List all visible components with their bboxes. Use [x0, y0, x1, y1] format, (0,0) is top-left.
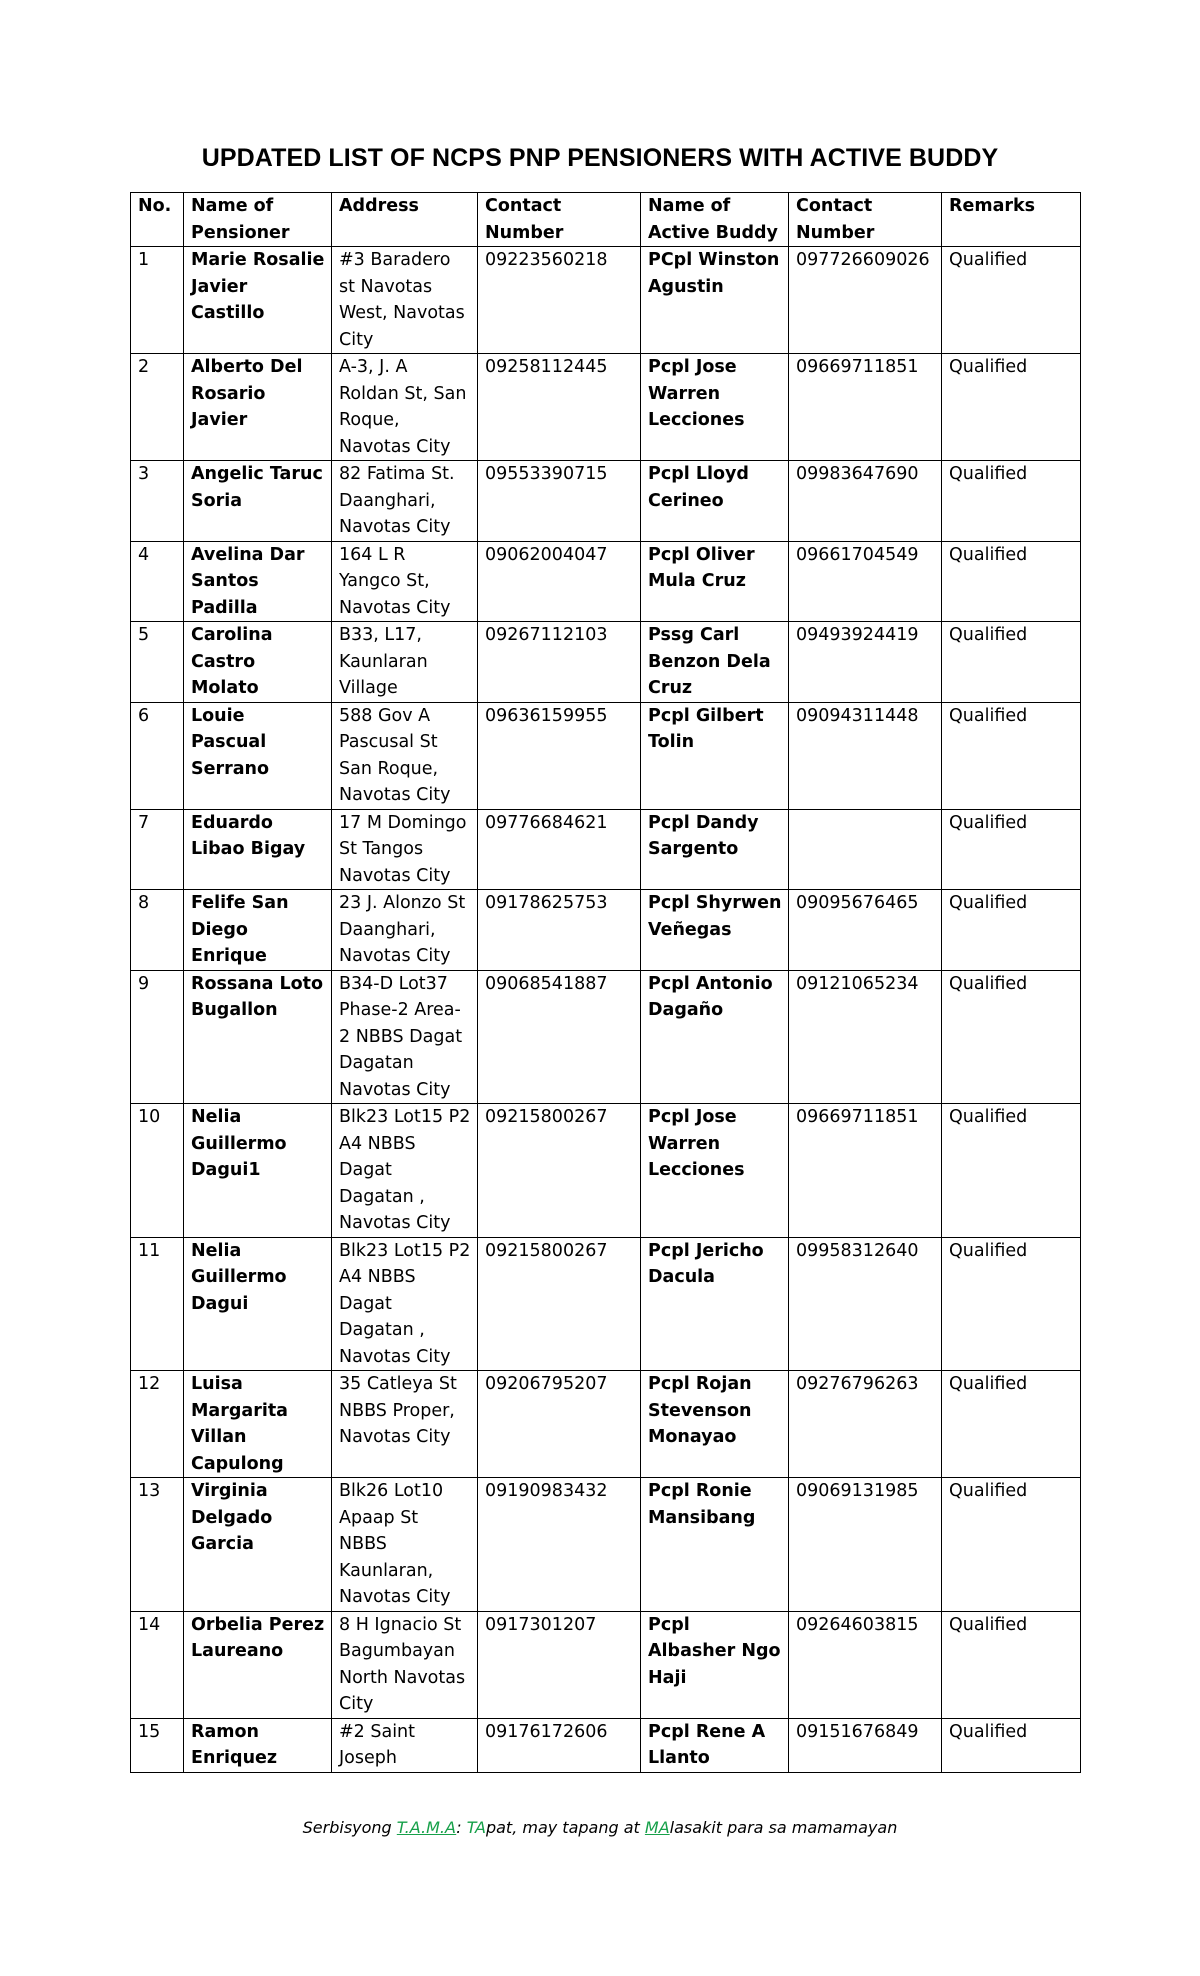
cell-no: 1	[131, 247, 184, 354]
cell-buddy-name: Pcpl Antonio Dagaño	[641, 970, 789, 1104]
cell-pensioner-name: Angelic Taruc Soria	[184, 461, 332, 542]
cell-address: Blk23 Lot15 P2 A4 NBBS Dagat Dagatan , Navotas City	[332, 1104, 478, 1238]
cell-buddy-name: Pcpl Lloyd Cerineo	[641, 461, 789, 542]
cell-no: 4	[131, 541, 184, 622]
cell-buddy-contact-number: 097726609026	[789, 247, 942, 354]
cell-contact-number: 09776684621	[478, 809, 641, 890]
cell-buddy-contact-number	[789, 809, 942, 890]
cell-address: 8 H Ignacio St Bagumbayan North Navotas City	[332, 1611, 478, 1718]
cell-buddy-name: Pcpl Gilbert Tolin	[641, 702, 789, 809]
cell-remarks: Qualified	[942, 247, 1081, 354]
cell-buddy-contact-number: 09958312640	[789, 1237, 942, 1371]
cell-no: 13	[131, 1478, 184, 1612]
header-remarks: Remarks	[942, 193, 1081, 247]
cell-pensioner-name: Orbelia Perez Laureano	[184, 1611, 332, 1718]
cell-no: 3	[131, 461, 184, 542]
cell-pensioner-name: Eduardo Libao Bigay	[184, 809, 332, 890]
cell-contact-number: 09190983432	[478, 1478, 641, 1612]
cell-address: #3 Baradero st Navotas West, Navotas City	[332, 247, 478, 354]
footer-colon: :	[456, 1818, 467, 1837]
footer-prefix: Serbisyong	[302, 1818, 397, 1837]
cell-remarks: Qualified	[942, 970, 1081, 1104]
cell-contact-number: 09553390715	[478, 461, 641, 542]
cell-buddy-contact-number: 09094311448	[789, 702, 942, 809]
cell-pensioner-name: Marie Rosalie Javier Castillo	[184, 247, 332, 354]
cell-pensioner-name: Avelina Dar Santos Padilla	[184, 541, 332, 622]
cell-pensioner-name: Carolina Castro Molato	[184, 622, 332, 703]
table-row	[131, 970, 1081, 1104]
cell-contact-number: 0917301207	[478, 1611, 641, 1718]
cell-address: B33, L17, Kaunlaran Village	[332, 622, 478, 703]
cell-buddy-contact-number: 09276796263	[789, 1371, 942, 1478]
cell-contact-number: 09258112445	[478, 354, 641, 461]
footer-suffix: lasakit para sa mamamayan	[669, 1818, 898, 1837]
cell-no: 8	[131, 890, 184, 971]
cell-address: 82 Fatima St. Daanghari, Navotas City	[332, 461, 478, 542]
cell-remarks: Qualified	[942, 1104, 1081, 1238]
pensioner-table	[130, 192, 1081, 1773]
table-row	[131, 1478, 1081, 1612]
cell-pensioner-name: Ramon Enriquez	[184, 1718, 332, 1772]
cell-buddy-name: Pcpl Jericho Dacula	[641, 1237, 789, 1371]
cell-address: 23 J. Alonzo St Daanghari, Navotas City	[332, 890, 478, 971]
cell-no: 11	[131, 1237, 184, 1371]
cell-remarks: Qualified	[942, 1237, 1081, 1371]
cell-buddy-name: Pcpl Albasher Ngo Haji	[641, 1611, 789, 1718]
cell-no: 12	[131, 1371, 184, 1478]
cell-remarks: Qualified	[942, 1718, 1081, 1772]
cell-buddy-contact-number: 09983647690	[789, 461, 942, 542]
cell-no: 10	[131, 1104, 184, 1238]
table-row	[131, 702, 1081, 809]
cell-pensioner-name: Alberto Del Rosario Javier	[184, 354, 332, 461]
page-title: UPDATED LIST OF NCPS PNP PENSIONERS WITH ACTIVE BUDDY	[201, 144, 999, 172]
footer-tagline	[0, 1818, 1200, 1837]
cell-address: 164 L R Yangco St, Navotas City	[332, 541, 478, 622]
cell-no: 6	[131, 702, 184, 809]
cell-contact-number: 09215800267	[478, 1237, 641, 1371]
cell-no: 15	[131, 1718, 184, 1772]
cell-buddy-contact-number: 09121065234	[789, 970, 942, 1104]
cell-no: 2	[131, 354, 184, 461]
cell-contact-number: 09223560218	[478, 247, 641, 354]
cell-address: A-3, J. A Roldan St, San Roque, Navotas City	[332, 354, 478, 461]
table-row	[131, 541, 1081, 622]
table-row	[131, 354, 1081, 461]
header-no: No.	[131, 193, 184, 247]
cell-pensioner-name: Luisa Margarita Villan Capulong	[184, 1371, 332, 1478]
table-row	[131, 1611, 1081, 1718]
table-row	[131, 622, 1081, 703]
cell-address: Blk26 Lot10 Apaap St NBBS Kaunlaran, Navotas City	[332, 1478, 478, 1612]
cell-remarks: Qualified	[942, 1478, 1081, 1612]
cell-remarks: Qualified	[942, 354, 1081, 461]
cell-buddy-name: Pcpl Rojan Stevenson Monayao	[641, 1371, 789, 1478]
table-row	[131, 809, 1081, 890]
cell-buddy-contact-number: 09669711851	[789, 354, 942, 461]
cell-buddy-name: Pssg Carl Benzon Dela Cruz	[641, 622, 789, 703]
cell-contact-number: 09068541887	[478, 970, 641, 1104]
cell-remarks: Qualified	[942, 1371, 1081, 1478]
footer-ta: TA	[466, 1818, 486, 1837]
cell-remarks: Qualified	[942, 541, 1081, 622]
cell-contact-number: 09206795207	[478, 1371, 641, 1478]
cell-remarks: Qualified	[942, 461, 1081, 542]
cell-pensioner-name: Nelia Guillermo Dagui1	[184, 1104, 332, 1238]
cell-remarks: Qualified	[942, 1611, 1081, 1718]
cell-buddy-name: Pcpl Jose Warren Lecciones	[641, 1104, 789, 1238]
header-buddy-name: Name of Active Buddy	[641, 193, 789, 247]
cell-buddy-name: PCpl Winston Agustin	[641, 247, 789, 354]
cell-pensioner-name: Felife San Diego Enrique	[184, 890, 332, 971]
cell-no: 5	[131, 622, 184, 703]
cell-pensioner-name: Nelia Guillermo Dagui	[184, 1237, 332, 1371]
cell-address: #2 Saint Joseph	[332, 1718, 478, 1772]
cell-buddy-name: Pcpl Shyrwen Veñegas	[641, 890, 789, 971]
cell-remarks: Qualified	[942, 702, 1081, 809]
cell-buddy-contact-number: 09264603815	[789, 1611, 942, 1718]
footer-mid: pat, may tapang at	[485, 1818, 645, 1837]
cell-no: 14	[131, 1611, 184, 1718]
cell-contact-number: 09636159955	[478, 702, 641, 809]
cell-buddy-name: Pcpl Ronie Mansibang	[641, 1478, 789, 1612]
cell-address: 17 M Domingo St Tangos Navotas City	[332, 809, 478, 890]
header-pensioner-name: Name of Pensioner	[184, 193, 332, 247]
cell-no: 9	[131, 970, 184, 1104]
cell-no: 7	[131, 809, 184, 890]
cell-buddy-contact-number: 09661704549	[789, 541, 942, 622]
table-row	[131, 1104, 1081, 1238]
cell-contact-number: 09062004047	[478, 541, 641, 622]
cell-buddy-name: Pcpl Dandy Sargento	[641, 809, 789, 890]
cell-buddy-contact-number: 09493924419	[789, 622, 942, 703]
table-row	[131, 890, 1081, 971]
cell-pensioner-name: Virginia Delgado Garcia	[184, 1478, 332, 1612]
footer-ma: MA	[644, 1818, 670, 1837]
cell-buddy-name: Pcpl Oliver Mula Cruz	[641, 541, 789, 622]
header-address: Address	[332, 193, 478, 247]
cell-contact-number: 09267112103	[478, 622, 641, 703]
table-row	[131, 1371, 1081, 1478]
cell-remarks: Qualified	[942, 809, 1081, 890]
cell-buddy-contact-number: 09669711851	[789, 1104, 942, 1238]
table-row	[131, 461, 1081, 542]
footer-tama: T.A.M.A	[396, 1818, 457, 1837]
cell-address: B34-D Lot37 Phase-2 Area-2 NBBS Dagat Dagatan Navotas City	[332, 970, 478, 1104]
table-row	[131, 1718, 1081, 1772]
table-row	[131, 247, 1081, 354]
cell-pensioner-name: Louie Pascual Serrano	[184, 702, 332, 809]
cell-buddy-name: Pcpl Rene A Llanto	[641, 1718, 789, 1772]
cell-contact-number: 09176172606	[478, 1718, 641, 1772]
cell-pensioner-name: Rossana Loto Bugallon	[184, 970, 332, 1104]
cell-buddy-contact-number: 09069131985	[789, 1478, 942, 1612]
cell-remarks: Qualified	[942, 890, 1081, 971]
cell-remarks: Qualified	[942, 622, 1081, 703]
cell-address: 35 Catleya St NBBS Proper, Navotas City	[332, 1371, 478, 1478]
cell-address: 588 Gov A Pascusal St San Roque, Navotas City	[332, 702, 478, 809]
cell-buddy-contact-number: 09095676465	[789, 890, 942, 971]
table-header-row	[131, 193, 1081, 247]
cell-contact-number: 09215800267	[478, 1104, 641, 1238]
header-buddy-contact-number: Contact Number	[789, 193, 942, 247]
cell-address: Blk23 Lot15 P2 A4 NBBS Dagat Dagatan , Navotas City	[332, 1237, 478, 1371]
cell-contact-number: 09178625753	[478, 890, 641, 971]
cell-buddy-name: Pcpl Jose Warren Lecciones	[641, 354, 789, 461]
header-contact-number: Contact Number	[478, 193, 641, 247]
cell-buddy-contact-number: 09151676849	[789, 1718, 942, 1772]
table-row	[131, 1237, 1081, 1371]
